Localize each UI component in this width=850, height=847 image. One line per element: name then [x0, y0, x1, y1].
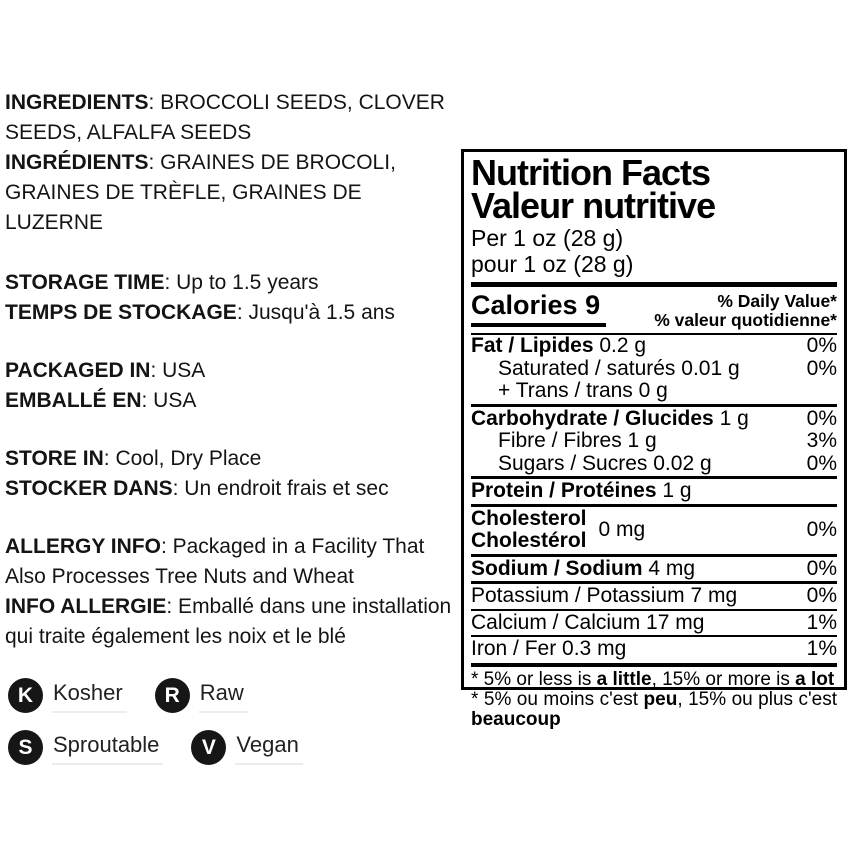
nutrient-row-iron: Iron / Fer 0.3 mg 1%: [471, 637, 837, 660]
sproutable-icon: S: [8, 730, 43, 765]
store-in-en: STORE IN: Cool, Dry Place: [5, 447, 262, 470]
nfp-daily-value-header: % Daily Value* % valeur quotidienne*: [654, 291, 837, 330]
nfp-footnote-en: * 5% or less is a little, 15% or more is a lot: [471, 668, 835, 690]
nutrient-row-fibre: Fibre / Fibres 1 g 3%: [498, 429, 837, 452]
kosher-icon: K: [8, 678, 43, 713]
allergy-info-en: ALLERGY INFO: Packaged in a Facility That Also Processes Tree Nuts and Wheat: [5, 535, 425, 588]
nfp-title-fr: Valeur nutritive: [471, 185, 716, 226]
nutrient-row-carbohydrate: Carbohydrate / Glucides 1 g 0%: [471, 406, 837, 430]
badge-raw: [155, 678, 248, 713]
vegan-icon: V: [191, 730, 226, 765]
storage-time-en: STORAGE TIME: Up to 1.5 years: [5, 271, 319, 294]
nfp-thick-bar-bottom: [471, 663, 837, 667]
badge-row-2: [5, 730, 463, 765]
nutrient-row-fat: Fat / Lipides 0.2 g 0%: [471, 334, 837, 357]
nfp-serving-fr: pour 1 oz (28 g): [471, 251, 634, 277]
raw-icon: R: [155, 678, 190, 713]
badge-vegan-label: Vegan: [235, 730, 302, 765]
nutrition-facts-panel: [461, 149, 847, 730]
nfp-footnote-fr: * 5% ou moins c'est peu, 15% ou plus c'est: [471, 688, 837, 710]
storage-time-fr: TEMPS DE STOCKAGE: Jusqu'à 1.5 ans: [5, 301, 395, 324]
product-info-column: [5, 88, 463, 765]
badge-vegan: [191, 730, 302, 765]
packaged-in-en: PACKAGED IN: USA: [5, 359, 206, 382]
nfp-calories: Calories 9: [471, 291, 606, 327]
nfp-title-en: Nutrition Facts: [471, 152, 711, 193]
packaged-in-fr: EMBALLÉ EN: USA: [5, 389, 197, 412]
allergy-info-fr: INFO ALLERGIE: Emballé dans une installation qui traite également les noix et le blé: [5, 595, 452, 648]
badge-raw-label: Raw: [199, 678, 248, 713]
nfp-footnote-fr-cont: beaucoup: [471, 708, 561, 730]
badge-row-1: [5, 678, 463, 713]
nutrient-row-sugars: Sugars / Sucres 0.02 g 0%: [498, 451, 837, 475]
nutrient-row-saturated: Saturated / saturés 0.01 g 0%: [498, 356, 837, 380]
nfp-thick-bar-top: [471, 282, 837, 287]
badge-sproutable-label: Sproutable: [52, 730, 163, 765]
nutrient-row-potassium: Potassium / Potassium 7 mg 0%: [471, 584, 837, 607]
badge-kosher-label: Kosher: [52, 678, 127, 713]
nutrient-row-cholesterol: Cholesterol Cholestérol 0 mg 0%: [471, 506, 837, 552]
nutrient-row-calcium: Calcium / Calcium 17 mg 1%: [471, 610, 837, 634]
ingredients-en: INGREDIENTS: BROCCOLI SEEDS, CLOVER SEEDS, ALFALFA SEEDS: [5, 91, 445, 144]
nutrient-row-protein: Protein / Protéines 1 g: [471, 479, 692, 502]
badge-sproutable: [8, 730, 163, 765]
nutrient-row-sodium: Sodium / Sodium 4 mg 0%: [471, 556, 837, 580]
store-in-fr: STOCKER DANS: Un endroit frais et sec: [5, 477, 389, 500]
badge-kosher: [8, 678, 127, 713]
nfp-calories-row: [471, 291, 837, 330]
nfp-serving-en: Per 1 oz (28 g): [471, 225, 624, 251]
ingredients-fr: INGRÉDIENTS: GRAINES DE BROCOLI, GRAINES DE TRÈFLE, GRAINES DE LUZERNE: [5, 151, 396, 234]
nutrient-row-trans: + Trans / trans 0 g: [498, 379, 668, 402]
